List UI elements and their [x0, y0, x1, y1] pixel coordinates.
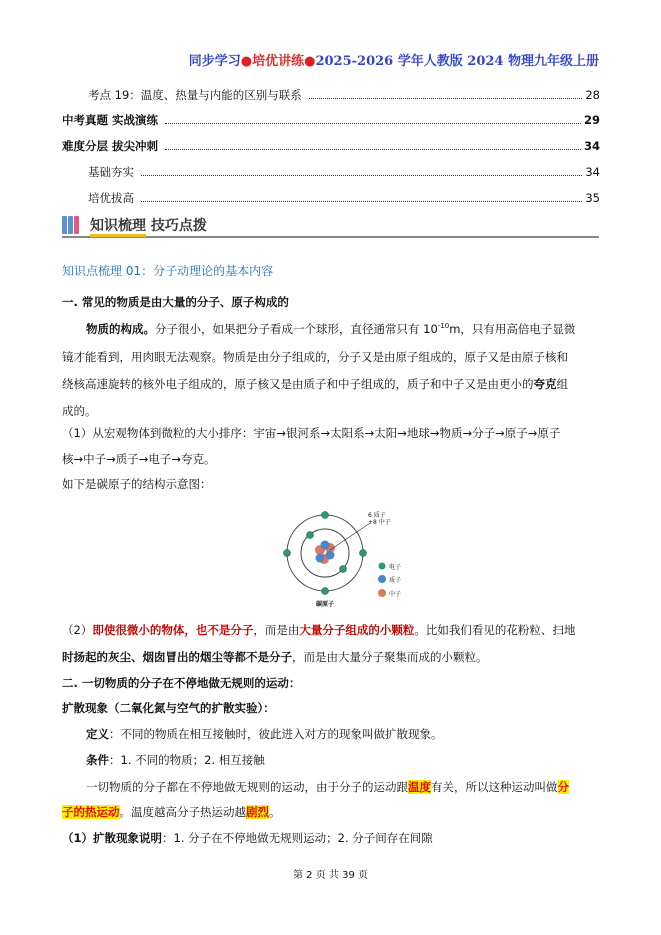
text: 组: [556, 377, 568, 391]
header-text: 同步学习: [188, 54, 241, 69]
legend-proton-icon: [378, 575, 386, 583]
red-text: 即使很微小的物体，也不是分子: [92, 623, 254, 637]
definition-line: 定义：不同的物质在相互接触时，彼此进入对方的现象叫做扩散现象。: [86, 727, 443, 741]
toc-page: 34: [585, 165, 600, 179]
paragraph-line: （2）即使很微小的物体，也不是分子，而是由大量分子组成的小颗粒。比如我们看见的花粉粒、扫地: [62, 623, 576, 637]
legend-electron-icon: [379, 563, 386, 570]
banner-title: 知识梳理: [90, 218, 146, 237]
header-text: 2025-2026 学年人教版 2024 物理九年级上册: [315, 54, 599, 69]
text: m，只有用高倍电子显微: [449, 322, 576, 336]
paragraph-line: 时扬起的灰尘、烟囱冒出的烟尘等都不是分子，而是由大量分子聚集而成的小颗粒。: [62, 650, 488, 664]
paragraph-line: （1）扩散现象说明：1. 分子在不停地做无规则运动；2. 分子间存在间隙: [62, 831, 433, 845]
legend-label: 中子: [389, 591, 402, 598]
paragraph-line: （1）从宏观物体到微粒的大小排序：宇宙→银河系→太阳系→太阳→地球→物质→分子→原子→原子: [62, 426, 561, 440]
highlight-text: 子的热运动: [62, 805, 120, 819]
nucleus-icon: [315, 541, 335, 565]
carbon-atom-diagram: [280, 505, 420, 610]
bold-text: 夸克: [533, 377, 557, 391]
toc-label: 基础夯实: [88, 165, 134, 179]
superscript: -10: [437, 322, 450, 331]
toc-label: 难度分层 拔尖冲刺: [62, 139, 159, 153]
legend-label: 电子: [389, 564, 402, 571]
toc-label: 考点 19：温度、热量与内能的区别与联系: [88, 88, 302, 102]
page-footer: 第 2 页 共 39 页: [293, 870, 368, 881]
legend-neutron-icon: [378, 589, 386, 597]
toc-entry[interactable]: [62, 112, 600, 128]
toc-entry[interactable]: [88, 164, 600, 180]
nucleus-label: 6 质子 +8 中子: [368, 512, 391, 526]
section-banner: [62, 214, 599, 238]
section-title: 知识点梳理 01：分子动理论的基本内容: [62, 264, 274, 278]
red-text: 大量分子组成的小颗粒: [299, 623, 415, 637]
paragraph-line: [62, 321, 624, 337]
text: 分子很小，如果把分子看成一个球形，直径通常只有 10: [155, 322, 438, 336]
toc-entry[interactable]: [88, 190, 600, 206]
toc-page: 34: [583, 139, 600, 153]
toc-entry[interactable]: [62, 138, 600, 154]
books-icon: [62, 216, 79, 234]
legend-label: 质子: [389, 577, 402, 584]
paragraph-line: 核→中子→质子→电子→夸克。: [62, 452, 216, 466]
toc-entry[interactable]: [88, 87, 600, 103]
paragraph-line: 一切物质的分子都在不停地做无规则的运动，由于分子的运动跟温度有关，所以这种运动叫做分: [86, 780, 569, 794]
header-text: 培优讲练: [252, 54, 305, 69]
bold-text: 物质的构成。: [86, 322, 155, 336]
paragraph-line: 如下是碳原子的结构示意图：: [62, 477, 212, 491]
highlight-text: 分: [557, 780, 569, 794]
heading: 一. 常见的物质是由大量的分子、原子构成的: [62, 295, 289, 309]
toc-label: 中考真题 实战演练: [62, 113, 159, 127]
paragraph-line: 成的。: [62, 404, 97, 418]
toc-page: 35: [585, 191, 600, 205]
condition-line: 条件：1. 不同的物质；2. 相互接触: [86, 753, 265, 767]
page-header: 同步学习●培优讲练●2025-2026 学年人教版 2024 物理九年级上册: [188, 54, 599, 69]
bold-text: 时扬起的灰尘、烟囱冒出的烟尘等都不是分子: [62, 650, 292, 664]
outer-orbit: [287, 515, 363, 591]
toc-page: 29: [583, 113, 600, 127]
electron-icon: [284, 512, 367, 595]
toc-label: 培优拔高: [88, 191, 134, 205]
heading: 扩散现象（二氧化氮与空气的扩散实验）：: [62, 701, 275, 715]
paragraph-line: [62, 376, 600, 392]
figure-caption: 碳原子: [316, 601, 335, 608]
toc-page: 28: [585, 88, 600, 102]
heading: 二. 一切物质的分子在不停地做无规则的运动：: [62, 676, 301, 690]
paragraph-line: 镜才能看到，用肉眼无法观察。物质是由分子组成的，分子又是由原子组成的，原子又是由原子核和: [62, 350, 568, 364]
highlight-text: 温度: [408, 780, 431, 794]
highlight-text: 剧烈: [246, 805, 269, 819]
text: 绕核高速旋转的核外电子组成的，原子核又是由质子和中子组成的，质子和中子又是由更小的: [62, 377, 534, 391]
paragraph-line: 子的热运动。温度越高分子热运动越剧烈。: [62, 805, 281, 819]
banner-subtitle: 技巧点拨: [150, 218, 207, 234]
